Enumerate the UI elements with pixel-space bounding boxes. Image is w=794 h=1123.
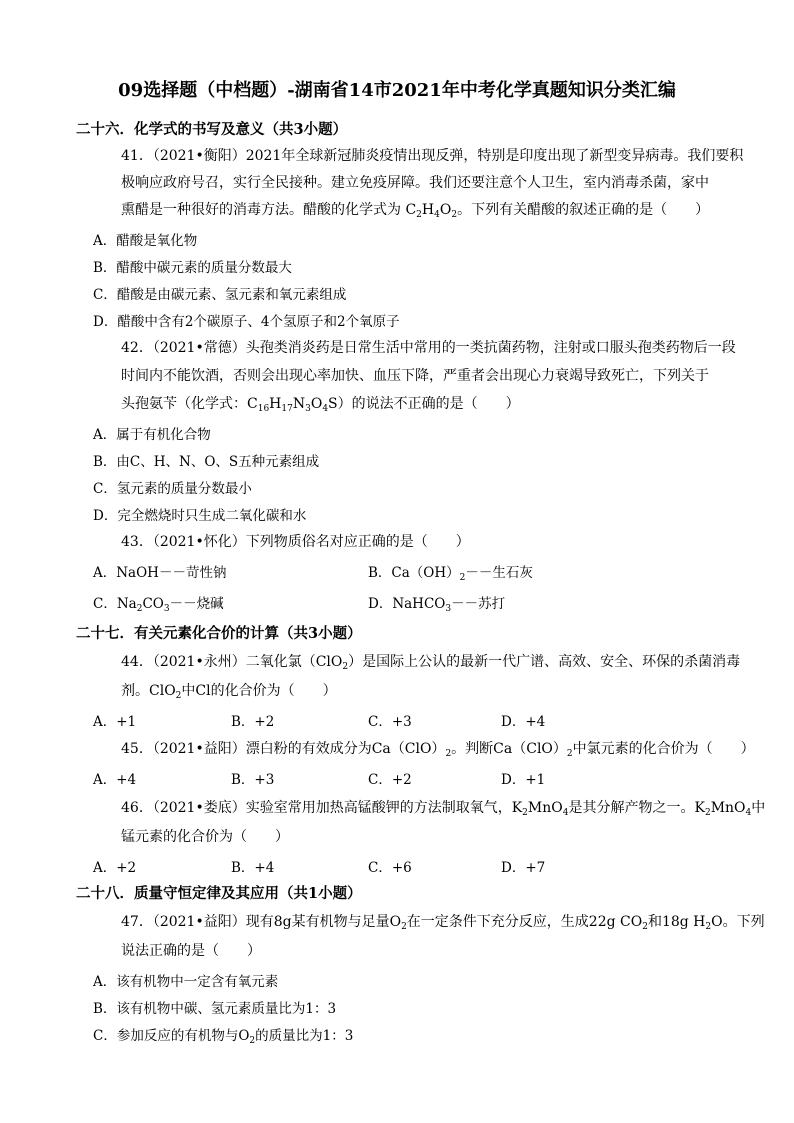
q45-line1-pre: 45．（2021•益阳）漂白粉的有效成分为Ca（ClO）	[121, 741, 446, 757]
q44-line2	[121, 680, 337, 700]
q46-line1-mid: 是其分解产物之一。K	[568, 800, 705, 816]
q42-line3	[121, 393, 520, 413]
q43-option-c-sub: 3	[163, 604, 170, 614]
q44-line1-post: ）是国际上公认的最新一代广谱、高效、安全、环保的杀菌消毒	[348, 654, 741, 670]
q41-formula-sub: 2	[451, 210, 458, 220]
q42-option-c: C．氢元素的质量分数最小	[93, 481, 252, 497]
q42-line2: 时间内不能饮酒，否则会出现心率加快、血压下降，严重者会出现心力衰竭导致死亡，下列关于	[121, 368, 709, 384]
q42-formula-h: H	[269, 396, 282, 412]
q47-sub: 2	[642, 922, 648, 932]
q46-option-c: C．+6	[368, 860, 412, 876]
q44-line1	[121, 651, 740, 671]
q41-line1: 41．（2021•衡阳）2021年全球新冠肺炎疫情出现反弹，特别是印度出现了新型变异病毒。我们要积	[121, 148, 744, 164]
q44-line1-pre: 44．（2021•永州）二氧化氯（ClO	[121, 654, 343, 670]
q45-option-a: A．+4	[93, 772, 137, 788]
q43-option-b-sub: 2	[459, 573, 466, 583]
q46-formula: MnO	[527, 800, 563, 816]
q42-line1: 42．（2021•常德）头孢类消炎药是日常生活中常用的一类抗菌药物，注射或口服头孢类药物后一段	[121, 340, 736, 356]
q42-formula-sub: 17	[281, 404, 293, 414]
q46-sub: 4	[562, 808, 569, 818]
q46-option-a: A．+2	[93, 860, 137, 876]
q44-sub: 2	[175, 691, 182, 701]
q41-formula-sub: 4	[434, 210, 440, 220]
q41-line3-pre: 熏醋是一种很好的消毒方法。醋酸的化学式为 C	[121, 202, 417, 218]
q42-formula-o: O	[310, 396, 323, 412]
q47-option-b: B．该有机物中碳、氢元素质量比为1：3	[93, 1001, 337, 1017]
section-heading-28: 二十八．质量守恒定律及其应用（共1小题）	[76, 885, 362, 902]
q45-line1	[121, 738, 755, 758]
section-heading-27: 二十七．有关元素化合价的计算（共3小题）	[76, 625, 362, 642]
q42-formula-sub: 4	[322, 404, 329, 414]
q43-option-c	[93, 592, 224, 612]
q43-option-a: A．NaOH－－苛性钠	[93, 565, 227, 581]
section-heading-26: 二十六．化学式的书写及意义（共3小题）	[76, 121, 348, 138]
q45-line1-post: 中氯元素的化合价为（ ）	[572, 741, 755, 757]
q42-formula-sub: 16	[257, 404, 270, 414]
q42-line3-post: S）的说法不正确的是（ ）	[328, 396, 520, 412]
q44-sub: 2	[342, 662, 349, 672]
q46-sub: 2	[704, 808, 711, 818]
q47-line1-pre: 47．（2021•益阳）现有8g某有机物与足量O	[121, 914, 402, 930]
q45-option-d: D．+1	[501, 772, 546, 788]
q47-line1	[121, 911, 765, 931]
q46-line2: 锰元素的化合价为（ ）	[121, 829, 289, 845]
q47-sub: 2	[401, 922, 407, 932]
q43-option-d-sub: 3	[445, 604, 452, 614]
q42-option-b: B．由C、H、N、O、S五种元素组成	[93, 454, 320, 470]
q42-formula-sub: 3	[305, 404, 311, 414]
q43-option-b	[368, 561, 533, 581]
q41-formula-sub: 2	[416, 210, 422, 220]
q42-option-a: A．属于有机化合物	[93, 427, 211, 443]
q45-option-b: B．+3	[231, 772, 275, 788]
q47-line1-post: O。下列	[711, 914, 765, 930]
q47-option-a: A．该有机物中一定含有氧元素	[93, 974, 279, 990]
q41-option-d: D．醋酸中含有2个碳原子、4个氢原子和2个氧原子	[93, 314, 400, 330]
q47-line1-mid1: 在一定条件下充分反应，生成22g CO	[406, 914, 643, 930]
q43-option-c-sub: 2	[136, 604, 143, 614]
q47-line2: 说法正确的是（ ）	[121, 943, 261, 959]
q46-line1	[121, 797, 765, 817]
q47-line1-mid2: 和18g H	[647, 914, 706, 930]
q46-formula: MnO	[710, 800, 746, 816]
q41-formula-h: H	[421, 202, 435, 218]
q43-option-b-pre: B．Ca（OH）	[368, 565, 460, 581]
q42-formula-n: N	[292, 396, 306, 412]
q44-option-d: D．+4	[501, 714, 546, 730]
q41-line2: 极响应政府号召，实行全民接种。建立免疫屏障。我们还要注意个人卫生，室内消毒杀菌，家中	[121, 175, 709, 191]
q43-line1: 43．（2021•怀化）下列物质俗名对应正确的是（ ）	[121, 534, 470, 550]
q44-option-c: C．+3	[368, 714, 412, 730]
q47-option-c-post: 的质量比为1：3	[255, 1028, 354, 1044]
q43-option-d-post: －－苏打	[451, 596, 506, 612]
q46-sub: 4	[745, 808, 752, 818]
q46-option-b: B．+4	[231, 860, 275, 876]
q43-option-d-pre: D．NaHCO	[368, 596, 446, 612]
q41-line3-post: 。下列有关醋酸的叙述正确的是（ ）	[457, 202, 710, 218]
q43-option-c-pre: C．Na	[93, 596, 137, 612]
q44-option-b: B．+2	[231, 714, 275, 730]
q44-line2-pre: 剂。ClO	[121, 683, 176, 699]
q41-line3	[121, 199, 709, 219]
q47-option-c	[93, 1024, 353, 1044]
q46-option-d: D．+7	[501, 860, 546, 876]
q41-formula-o: O	[439, 202, 452, 218]
q43-option-d	[368, 592, 505, 612]
q47-option-c-pre: C．参加反应的有机物与O	[93, 1028, 250, 1044]
q44-option-a: A．+1	[93, 714, 137, 730]
q42-option-d: D．完全燃烧时只生成二氧化碳和水	[93, 508, 307, 524]
q45-sub: 2	[445, 749, 452, 759]
q44-line2-post: 中Cl的化合价为（ ）	[181, 683, 337, 699]
q41-option-b: B．醋酸中碳元素的质量分数最大	[93, 260, 292, 276]
q41-option-a: A．醋酸是氧化物	[93, 233, 198, 249]
q47-sub: 2	[705, 922, 712, 932]
q43-option-b-post: －－生石灰	[465, 565, 533, 581]
q46-sub: 2	[522, 808, 528, 818]
q47-option-c-sub: 2	[249, 1036, 256, 1046]
q45-line1-mid: 。判断Ca（ClO）	[451, 741, 567, 757]
page-title: 09选择题（中档题）-湖南省14市2021年中考化学真题知识分类汇编	[118, 80, 676, 101]
q43-option-c-mid: CO	[142, 596, 164, 612]
q46-line1-post: 中	[751, 800, 766, 816]
q42-line3-pre: 头孢氨苄（化学式：C	[121, 396, 258, 412]
q46-line1-pre: 46．（2021•娄底）实验室常用加热高锰酸钾的方法制取氧气，K	[121, 800, 523, 816]
q45-option-c: C．+2	[368, 772, 412, 788]
q43-option-c-post: －－烧碱	[169, 596, 224, 612]
q45-sub: 2	[566, 749, 573, 759]
q41-option-c: C．醋酸是由碳元素、氢元素和氧元素组成	[93, 287, 347, 303]
